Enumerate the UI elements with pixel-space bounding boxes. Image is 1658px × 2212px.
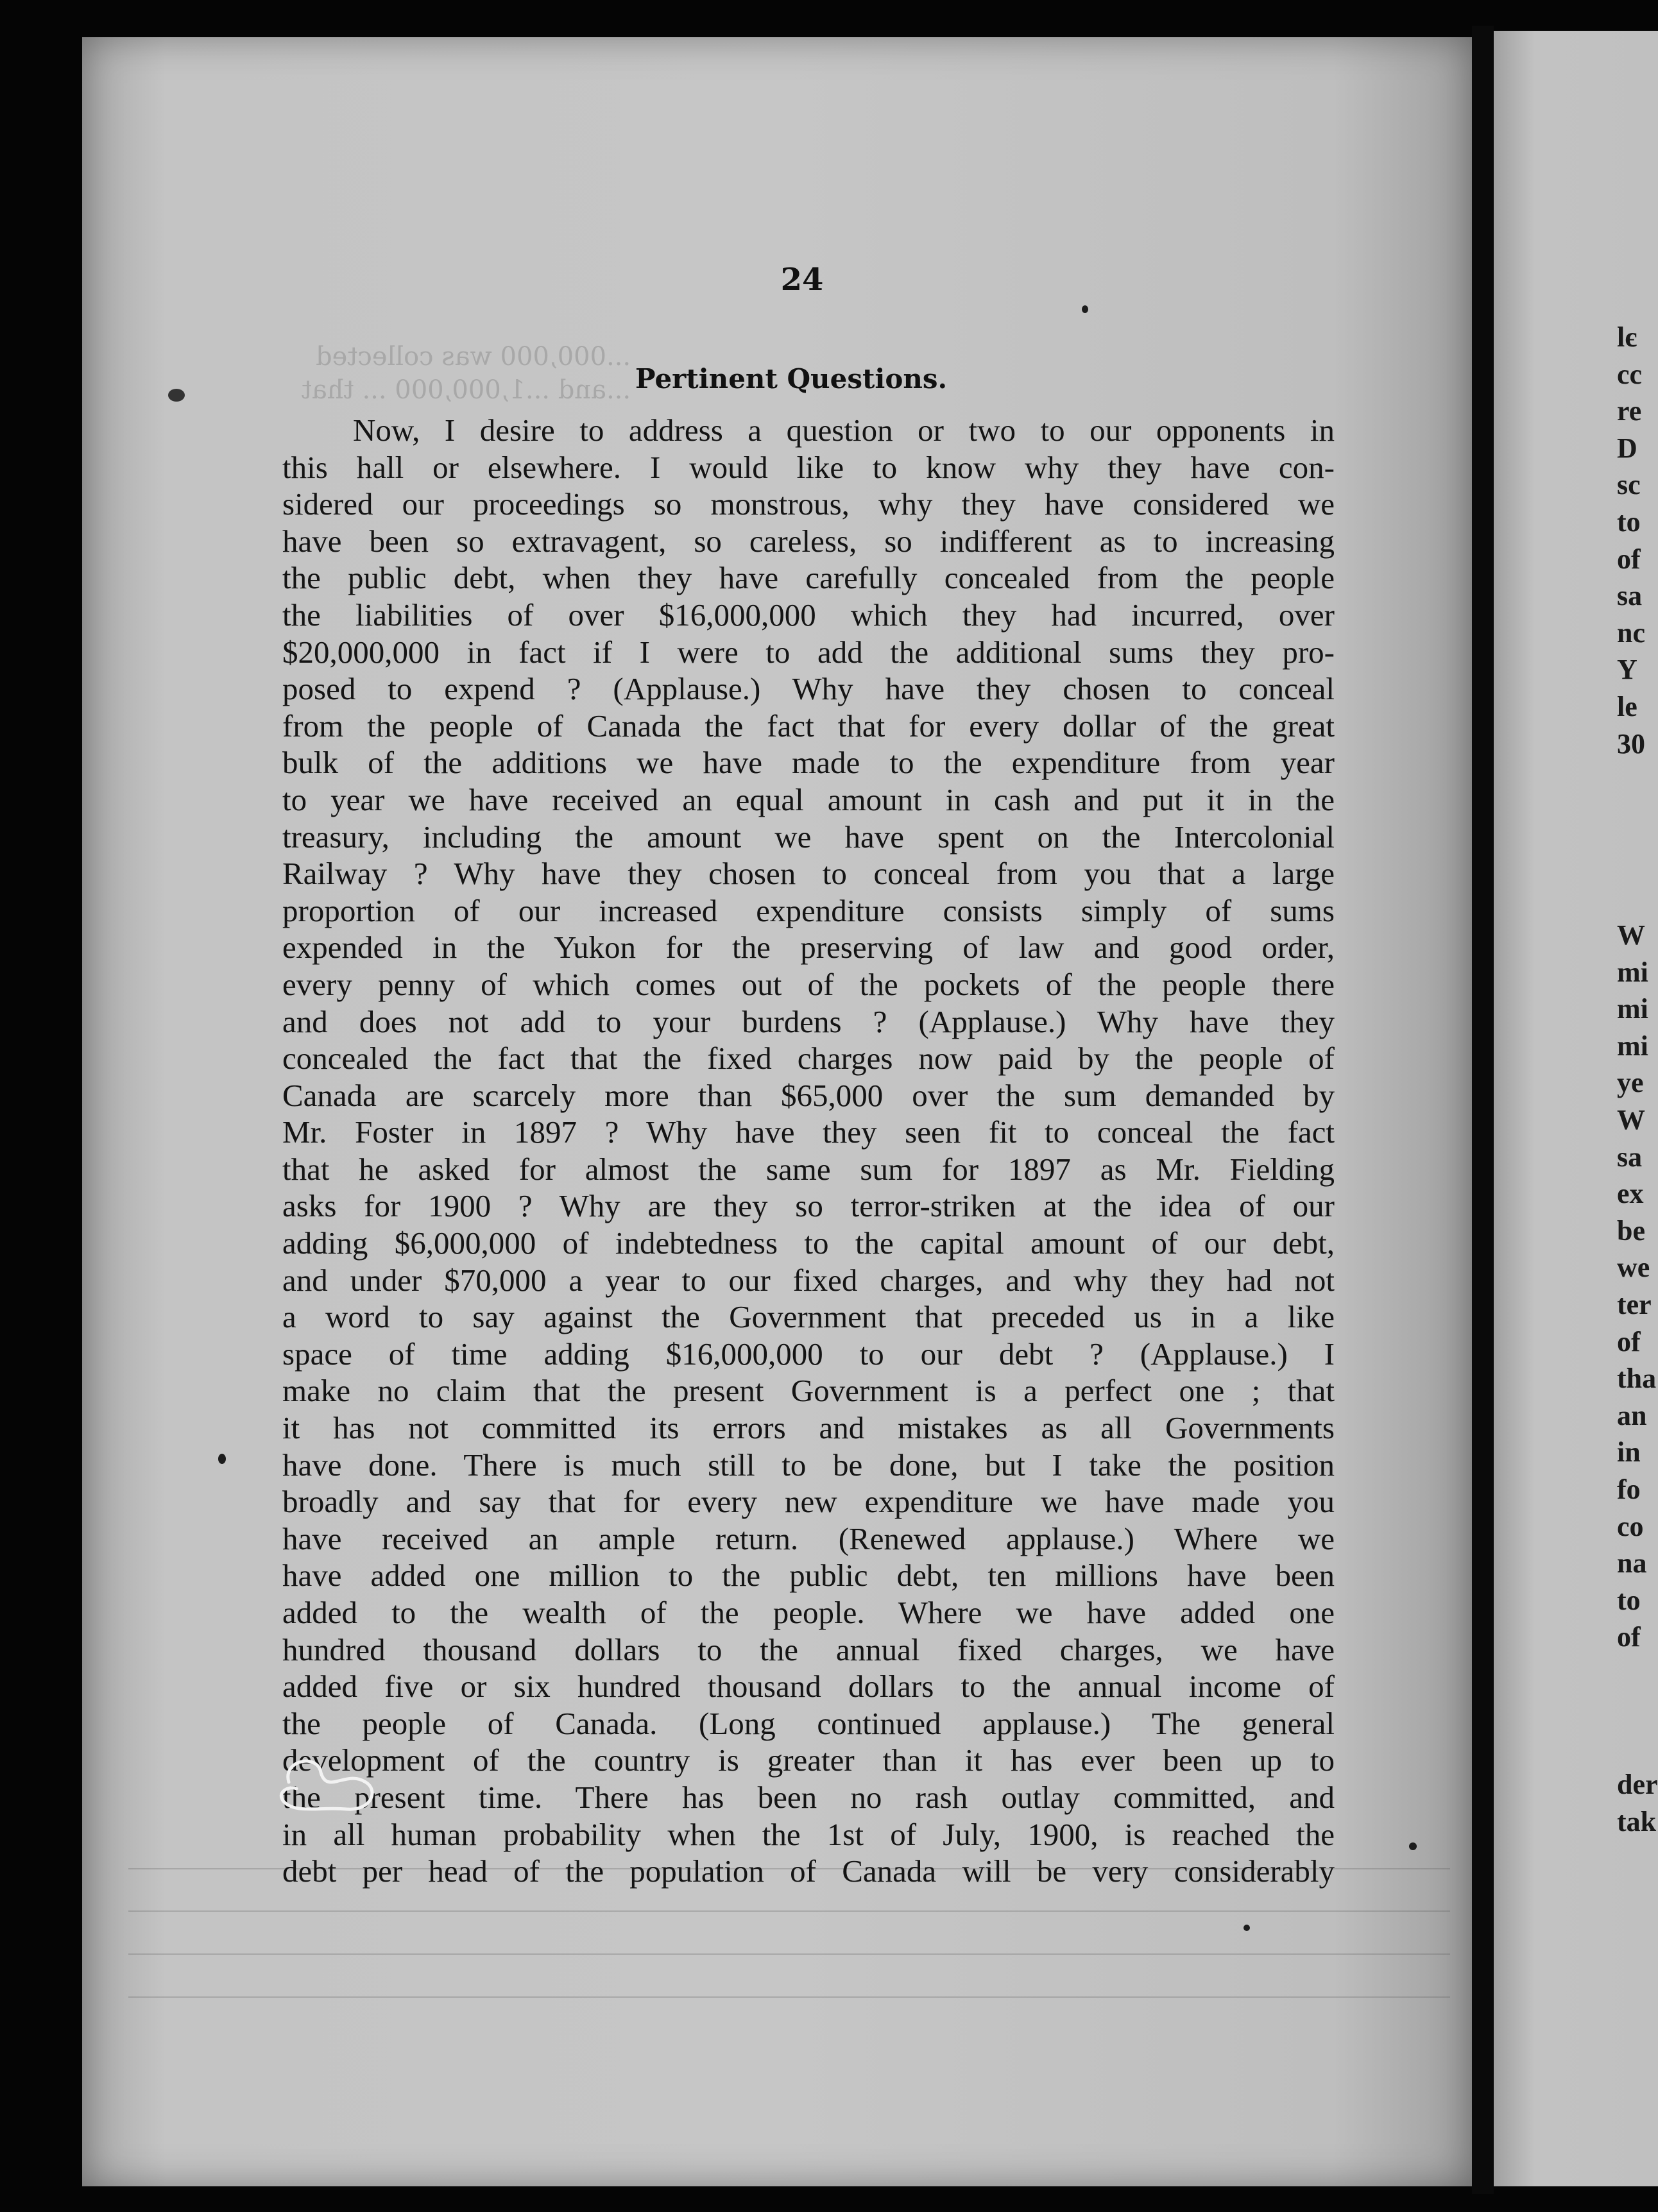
next-page-fragment: mi [1617, 1030, 1648, 1062]
book-gutter [1472, 26, 1494, 2194]
text-line: to year we have received an equal amount in cash and put it in the [282, 781, 1335, 817]
text-line: have added one million to the public debt, ten millions have been [282, 1558, 1335, 1594]
next-page-fragment: tak [1617, 1805, 1657, 1837]
text-line: have done. There is much still to be done, but I take the position [282, 1447, 1335, 1483]
next-page-fragment: sa [1617, 580, 1643, 612]
next-page-fragment: sa [1617, 1141, 1643, 1173]
text-line: a word to say against the Government that preceded us in a like [282, 1299, 1335, 1335]
bleed-line: ...000,000 was collected [316, 342, 631, 371]
text-line: every penny of which comes out of the pockets of the people there [282, 966, 1335, 1002]
text-line: concealed the fact that the fixed charges now paid by the people of [282, 1041, 1335, 1076]
next-page-fragment: W [1617, 1104, 1645, 1136]
page-blemish [1082, 305, 1088, 313]
text-line: Now, I desire to address a question or two to our opponents in [353, 413, 1335, 448]
next-page-fragment: sc [1617, 469, 1641, 501]
next-page-fragment: of [1617, 543, 1641, 575]
next-page-fragment: D [1617, 432, 1637, 464]
next-page-fragment: of [1617, 1621, 1641, 1653]
next-page-fragment: fo [1617, 1474, 1641, 1505]
text-line: space of time adding $16,000,000 to our debt ? (Applause.) I [282, 1336, 1335, 1372]
text-line: have been so extravagent, so careless, so indifferent as to increasing [282, 523, 1335, 559]
bleed-line: ...and ...1,000,000 ... that [302, 375, 631, 405]
next-page-fragment: of [1617, 1325, 1641, 1357]
next-page-fragment: Y [1617, 654, 1637, 686]
text-line: development of the country is greater than it has ever been up to [282, 1742, 1335, 1778]
next-page-fragment: mi [1617, 993, 1648, 1025]
text-line: hundred thousand dollars to the annual fixed charges, we have [282, 1631, 1335, 1667]
page-blemish [218, 1454, 226, 1464]
next-page-fragment: ter [1617, 1289, 1652, 1320]
next-page-fragment: le [1617, 691, 1637, 722]
text-line: have received an ample return. (Renewed applause.) Where we [282, 1520, 1335, 1556]
text-line: Mr. Foster in 1897 ? Why have they seen fit to conceal the fact [282, 1114, 1335, 1150]
page-blemish [1244, 1925, 1250, 1931]
next-page-fragment: re [1617, 395, 1642, 427]
text-line: bulk of the additions we have made to the expenditure from year [282, 745, 1335, 781]
page-number: 24 [780, 262, 824, 298]
next-page-fragment: na [1617, 1547, 1647, 1579]
body-paragraph [282, 412, 1335, 1890]
bleed-through-text [302, 340, 631, 407]
text-line: the people of Canada. (Long continued applause.) The general [282, 1705, 1335, 1741]
next-page-fragment: ye [1617, 1067, 1644, 1099]
text-line: added five or six hundred thousand dollars to the annual income of [282, 1669, 1335, 1705]
text-line: and under $70,000 a year to our fixed charges, and why they had not [282, 1262, 1335, 1298]
scan-line [128, 1996, 1450, 1998]
next-page-fragment: we [1617, 1252, 1650, 1284]
next-page-fragment: co [1617, 1510, 1644, 1542]
text-line: posed to expend ? (Applause.) Why have they chosen to conceal [282, 671, 1335, 707]
text-line: this hall or elsewhere. I would like to know why they have con- [282, 449, 1335, 485]
text-line: treasury, including the amount we have spent on the Intercolonial [282, 819, 1335, 855]
next-page-fragment: nc [1617, 617, 1645, 649]
next-page-fragment: 30 [1617, 727, 1645, 760]
next-page-fragment: to [1617, 1584, 1641, 1616]
text-line: broadly and say that for every new expenditure we have made you [282, 1484, 1335, 1520]
text-line: adding $6,000,000 of indebtedness to the capital amount of our debt, [282, 1225, 1335, 1261]
text-line: $20,000,000 in fact if I were to add the additional sums they pro- [282, 634, 1335, 670]
next-page-fragment: W [1617, 919, 1645, 951]
section-heading: Pertinent Questions. [635, 363, 948, 395]
text-line: that he asked for almost the same sum for 1897 as Mr. Fielding [282, 1151, 1335, 1187]
text-line: the public debt, when they have carefully concealed from the people [282, 560, 1335, 596]
text-line: and does not add to your burdens ? (Applause.) Why have they [282, 1003, 1335, 1039]
text-line: debt per head of the population of Canada will be very considerably [282, 1853, 1335, 1889]
text-line: the liabilities of over $16,000,000 which they had incurred, over [282, 597, 1335, 633]
next-page-fragment: tha [1617, 1363, 1657, 1395]
next-page-fragment: ex [1617, 1178, 1644, 1210]
next-page-fragment: lє [1617, 321, 1637, 353]
next-page-fragment: der [1617, 1769, 1658, 1800]
text-line: Canada are scarcely more than $65,000 over the sum demanded by [282, 1077, 1335, 1113]
page-blemish [1409, 1842, 1417, 1850]
text-line: in all human probability when the 1st of July, 1900, is reached the [282, 1816, 1335, 1852]
next-page-fragment: an [1617, 1399, 1647, 1431]
next-page-fragment: mi [1617, 956, 1648, 988]
text-line: make no claim that the present Government is a perfect one ; that [282, 1373, 1335, 1409]
handwritten-circle-mark [269, 1750, 391, 1821]
next-page-fragment: in [1617, 1436, 1641, 1468]
text-line: added to the wealth of the people. Where we have added one [282, 1595, 1335, 1630]
text-line: sidered our proceedings so monstrous, why they have considered we [282, 486, 1335, 522]
scan-line [128, 1910, 1450, 1912]
next-page-fragment: be [1617, 1214, 1645, 1246]
next-page-fragment: to [1617, 506, 1641, 538]
text-line: asks for 1900 ? Why are they so terror-striken at the idea of our [282, 1188, 1335, 1224]
next-page-fragment: cc [1617, 358, 1643, 390]
text-line: proportion of our increased expenditure consists simply of sums [282, 892, 1335, 928]
text-line: expended in the Yukon for the preserving of law and good order, [282, 930, 1335, 966]
scan-line [128, 1953, 1450, 1955]
text-line: Railway ? Why have they chosen to conceal from you that a large [282, 856, 1335, 892]
text-line: from the people of Canada the fact that for every dollar of the great [282, 708, 1335, 744]
text-line: it has not committed its errors and mistakes as all Governments [282, 1410, 1335, 1446]
text-line: the present time. There has been no rash outlay committed, and [282, 1779, 1335, 1815]
page-blemish [168, 389, 185, 402]
